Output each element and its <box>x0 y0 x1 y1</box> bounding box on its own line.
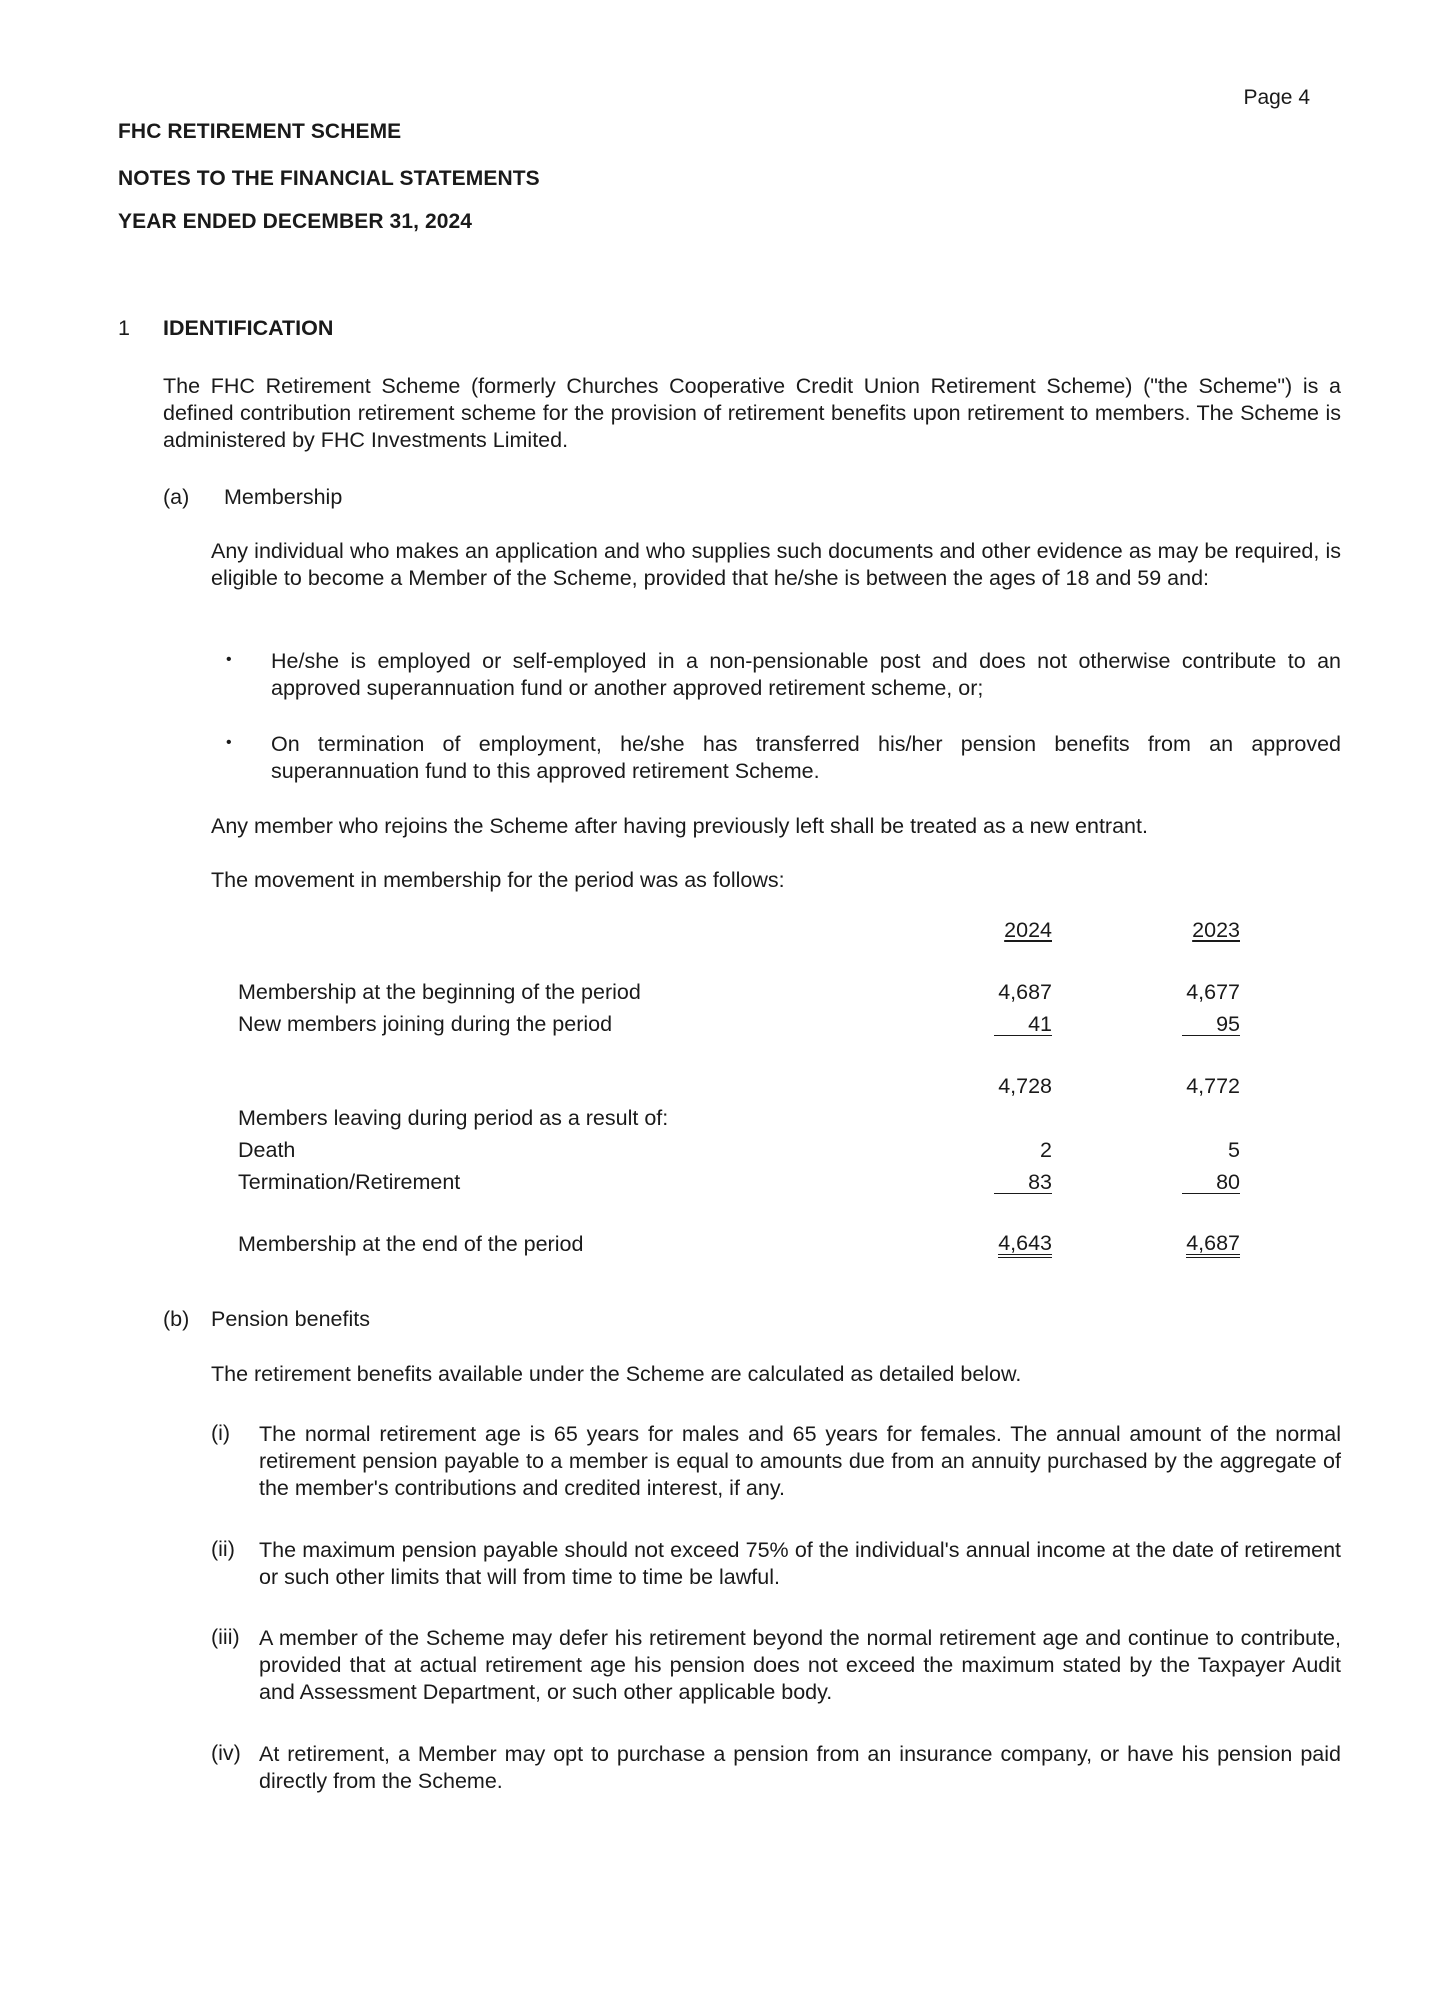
cell-new-2024: 41 <box>994 1013 1052 1036</box>
bullet-item-transfer: On termination of employment, he/she has transferred his/her pension benefits from an approved superannuation fund to this approved retirement Scheme. <box>271 732 1341 783</box>
pension-title: Pension benefits <box>211 1307 370 1331</box>
membership-title: Membership <box>224 485 343 509</box>
cell-subtotal-2024: 4,728 <box>998 1073 1052 1098</box>
cell-death-2024: 2 <box>1040 1137 1052 1162</box>
cell-subtotal-2023: 4,772 <box>1186 1073 1240 1098</box>
pension-intro: The retirement benefits available under the Scheme are calculated as detailed below. <box>211 1362 1022 1386</box>
movement-intro: The movement in membership for the period was as follows: <box>211 868 785 892</box>
row-label-end: Membership at the end of the period <box>238 1231 584 1256</box>
cell-end-2024: 4,643 <box>998 1232 1052 1258</box>
row-label-termination: Termination/Retirement <box>238 1169 461 1194</box>
pension-item-retirement-age: The normal retirement age is 65 years for males and 65 years for females. The annual amount of the normal retirement pension payable to a member is equal to amounts due from an annuity purchased by the aggregate of the member's contributions and credited interest, if any. <box>259 1422 1341 1500</box>
cell-termination-2023: 80 <box>1182 1171 1240 1194</box>
table-row <box>238 1102 1240 1134</box>
bullet-item-employed: He/she is employed or self-employed in a non-pensionable post and does not otherwise contribute to an approved superannuation fund or another approved retirement scheme, or; <box>271 649 1341 700</box>
pension-item-num: (iv) <box>211 1741 241 1765</box>
scheme-title: FHC RETIREMENT SCHEME <box>118 120 402 143</box>
eligibility-text: Any individual who makes an application and who supplies such documents and other evidence as may be required, is eligible to become a Member of the Scheme, provided that he/she is between the ages of 18 and 59 and: <box>211 539 1341 590</box>
pension-item-maximum: The maximum pension payable should not exceed 75% of the individual's annual income at the date of retirement or such other limits that will from time to time be lawful. <box>259 1538 1341 1589</box>
table-row <box>238 1166 1240 1198</box>
pension-item-num: (ii) <box>211 1537 235 1561</box>
pension-item-purchase: At retirement, a Member may opt to purchase a pension from an insurance company, or have his pension paid directly from the Scheme. <box>259 1742 1341 1793</box>
table-row <box>238 1008 1240 1040</box>
notes-title: NOTES TO THE FINANCIAL STATEMENTS <box>118 167 540 190</box>
col-header-2023: 2023 <box>1192 917 1240 942</box>
row-label-death: Death <box>238 1137 296 1162</box>
cell-beginning-2024: 4,687 <box>998 979 1052 1004</box>
cell-end-2023: 4,687 <box>1186 1232 1240 1258</box>
pension-label: (b) <box>163 1307 190 1331</box>
col-header-2024: 2024 <box>1004 917 1052 942</box>
page-number: Page 4 <box>1243 86 1310 109</box>
row-label-new: New members joining during the period <box>238 1011 613 1036</box>
cell-termination-2024: 83 <box>994 1171 1052 1194</box>
year-title: YEAR ENDED DECEMBER 31, 2024 <box>118 210 473 233</box>
cell-new-2023: 95 <box>1182 1013 1240 1036</box>
pension-item-num: (i) <box>211 1421 231 1445</box>
membership-movement-table <box>238 914 1240 1260</box>
pension-item-defer: A member of the Scheme may defer his retirement beyond the normal retirement age and continue to contribute, provided that at actual retirement age his pension does not exceed the maximum stated by the Taxpayer Audit and Assessment Department, or such other applicable body. <box>259 1626 1341 1704</box>
cell-beginning-2023: 4,677 <box>1186 979 1240 1004</box>
rejoin-text: Any member who rejoins the Scheme after having previously left shall be treated as a new entrant. <box>211 814 1148 838</box>
membership-label: (a) <box>163 485 190 509</box>
section-intro: The FHC Retirement Scheme (formerly Churches Cooperative Credit Union Retirement Scheme) ("the Scheme") is a defined contribution retirement scheme for the provision of retirement benefits upon retirement to members. The Scheme is administered by FHC Investments Limited. <box>163 374 1341 452</box>
section-number: 1 <box>118 316 130 340</box>
row-label-leaving: Members leaving during period as a result of: <box>238 1105 669 1130</box>
bullet-icon: • <box>226 651 232 668</box>
row-label-beginning: Membership at the beginning of the period <box>238 979 641 1004</box>
cell-death-2023: 5 <box>1228 1137 1240 1162</box>
table-row <box>238 1134 1240 1166</box>
bullet-icon: • <box>226 734 232 751</box>
table-header-row <box>238 914 1240 946</box>
table-row <box>238 1070 1240 1102</box>
section-title: IDENTIFICATION <box>163 316 334 340</box>
table-row <box>238 976 1240 1008</box>
table-row <box>238 1228 1240 1260</box>
pension-item-num: (iii) <box>211 1625 240 1649</box>
